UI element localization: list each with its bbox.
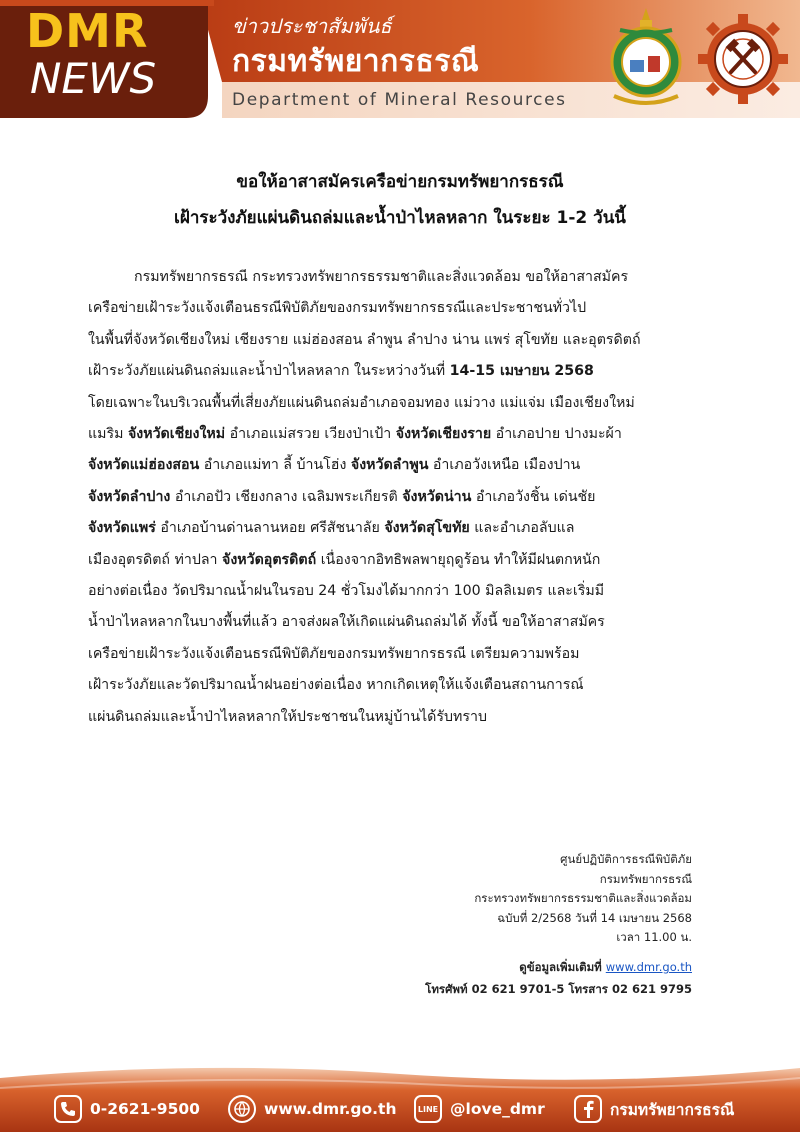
body-line: โดยเฉพาะในบริเวณพื้นที่เสี่ยงภัยแผ่นดินถล่มอำเภอจอมทอง แม่วาง แม่แจ่ม เมืองเชียงใหม่ <box>88 394 635 411</box>
header-banner <box>0 0 800 122</box>
province-name: จังหวัดเชียงใหม่ <box>127 426 226 443</box>
article-body <box>88 262 708 733</box>
line-icon-text: LINE <box>417 1104 439 1114</box>
province-name: จังหวัดแพร่ <box>88 520 156 537</box>
body-text: และอำเภอลับแล <box>469 520 575 537</box>
province-name: จังหวัดลำปาง <box>88 488 171 505</box>
header-subtitle: ข่าวประชาสัมพันธ์ <box>232 14 392 38</box>
body-line: ในพื้นที่จังหวัดเชียงใหม่ เชียงราย แม่ฮ่องสอน ลำพูน ลำปาง น่าน แพร่ สุโขทัย และอุตรดิตถ์ <box>88 331 641 348</box>
body-text: แมริม <box>88 426 128 443</box>
body-text: อำเภอวังชิ้น เด่นชัย <box>471 488 596 505</box>
issue-number-date: ฉบับที่ 2/2568 วันที่ 14 เมษายน 2568 <box>497 910 692 925</box>
body-line: เครือข่ายเฝ้าระวังแจ้งเตือนธรณีพิบัติภัยของกรมทรัพยากรธรณี เตรียมความพร้อม <box>88 645 580 662</box>
issuer-center: ศูนย์ปฏิบัติการธรณีพิบัติภัย <box>560 852 692 866</box>
footer-phone[interactable] <box>54 1094 200 1124</box>
province-name: จังหวัดลำพูน <box>350 457 429 474</box>
headline-line-2: เฝ้าระวังภัยแผ่นดินถล่มและน้ำป่าไหลหลาก ในระยะ 1-2 วันนี้ <box>174 208 626 228</box>
issuer-department: กรมทรัพยากรธรณี <box>599 871 692 886</box>
body-line <box>88 545 708 576</box>
more-info-row <box>425 958 692 978</box>
signature-block <box>425 850 692 999</box>
province-name: จังหวัดอุตรดิตถ์ <box>222 551 317 568</box>
line-icon <box>414 1095 442 1123</box>
body-line: อย่างต่อเนื่อง วัดปริมาณน้ำฝนในรอบ 24 ชั่วโมงได้มากกว่า 100 มิลลิเมตร และเริ่มมี <box>88 583 605 600</box>
body-text: เฝ้าระวังภัยแผ่นดินถล่มและน้ำป่าไหลหลาก ในระหว่างวันที่ <box>88 363 450 380</box>
province-name: จังหวัดเชียงราย <box>395 426 492 443</box>
dmr-gear-hammer-logo-icon <box>698 14 788 104</box>
header-title: กรมทรัพยากรธรณี <box>232 44 480 79</box>
body-text: อำเภอปัว เชียงกลาง เฉลิมพระเกียรติ <box>170 488 403 505</box>
headline-line-1: ขอให้อาสาสมัครเครือข่ายกรมทรัพยากรธรณี <box>236 172 564 192</box>
brand-news: NEWS <box>30 54 157 103</box>
body-line <box>88 450 708 481</box>
body-line <box>88 356 708 387</box>
header-english-name: Department of Mineral Resources <box>232 90 567 110</box>
body-line: เครือข่ายเฝ้าระวังแจ้งเตือนธรณีพิบัติภัยของกรมทรัพยากรธรณีและประชาชนทั่วไป <box>88 300 587 317</box>
body-text: อำเภอแม่ทา ลี้ บ้านโฮ่ง <box>199 457 351 474</box>
footer-website[interactable] <box>228 1094 397 1124</box>
footer-facebook[interactable] <box>574 1094 734 1124</box>
body-text: อำเภอบ้านด่านลานหอย ศรีสัชนาลัย <box>155 520 385 537</box>
body-line: เฝ้าระวังภัยและวัดปริมาณน้ำฝนอย่างต่อเนื่อง หากเกิดเหตุให้แจ้งเตือนสถานการณ์ <box>88 677 584 694</box>
more-info-link[interactable]: www.dmr.go.th <box>605 959 692 974</box>
footer-website-url: www.dmr.go.th <box>264 1100 397 1118</box>
body-line <box>88 482 708 513</box>
body-text: เมืองอุตรดิตถ์ ท่าปลา <box>88 551 223 568</box>
body-text: อำเภอปาย ปางมะผ้า <box>491 426 622 443</box>
issue-time: เวลา 11.00 น. <box>616 930 692 945</box>
body-line: น้ำป่าไหลหลากในบางพื้นที่แล้ว อาจส่งผลให้เกิดแผ่นดินถล่มได้ ทั้งนี้ ขอให้อาสาสมัคร <box>88 614 605 631</box>
spacer <box>425 948 692 958</box>
footer-facebook-name: กรมทรัพยากรธรณี <box>610 1100 735 1119</box>
thai-royal-emblem-icon <box>600 6 692 110</box>
brand-dmr: DMR <box>26 4 149 58</box>
body-text: เนื่องจากอิทธิพลพายุฤดูร้อน ทำให้มีฝนตกหนัก <box>316 551 601 568</box>
body-line: แผ่นดินถล่มและน้ำป่าไหลหลากให้ประชาชนในหมู่บ้านได้รับทราบ <box>88 708 487 725</box>
body-line: กรมทรัพยากรธรณี กระทรวงทรัพยากรธรรมชาติและสิ่งแวดล้อม ขอให้อาสาสมัคร <box>134 269 629 285</box>
footer-banner <box>0 1060 800 1132</box>
province-name: จังหวัดสุโขทัย <box>384 520 470 537</box>
more-info-label: ดูข้อมูลเพิ่มเติมที่ <box>519 959 606 974</box>
globe-icon <box>228 1095 256 1123</box>
province-name: จังหวัดแม่ฮ่องสอน <box>88 457 200 474</box>
footer-phone-number: 0-2621-9500 <box>90 1100 200 1118</box>
issuer-ministry: กระทรวงทรัพยากรธรรมชาติและสิ่งแวดล้อม <box>474 891 692 906</box>
body-line <box>88 513 708 544</box>
footer-line[interactable] <box>414 1094 545 1124</box>
body-line <box>88 419 708 450</box>
warning-date: 14-15 เมษายน 2568 <box>449 363 594 380</box>
body-text: อำเภอวังเหนือ เมืองปาน <box>428 457 581 474</box>
facebook-icon <box>574 1095 602 1123</box>
phone-icon <box>54 1095 82 1123</box>
body-text: อำเภอแม่สรวย เวียงป่าเป้า <box>225 426 396 443</box>
footer-line-id: @love_dmr <box>450 1100 545 1118</box>
contact-numbers: โทรศัพท์ 02 621 9701-5 โทรสาร 02 621 9795 <box>425 981 692 996</box>
province-name: จังหวัดน่าน <box>402 488 472 505</box>
